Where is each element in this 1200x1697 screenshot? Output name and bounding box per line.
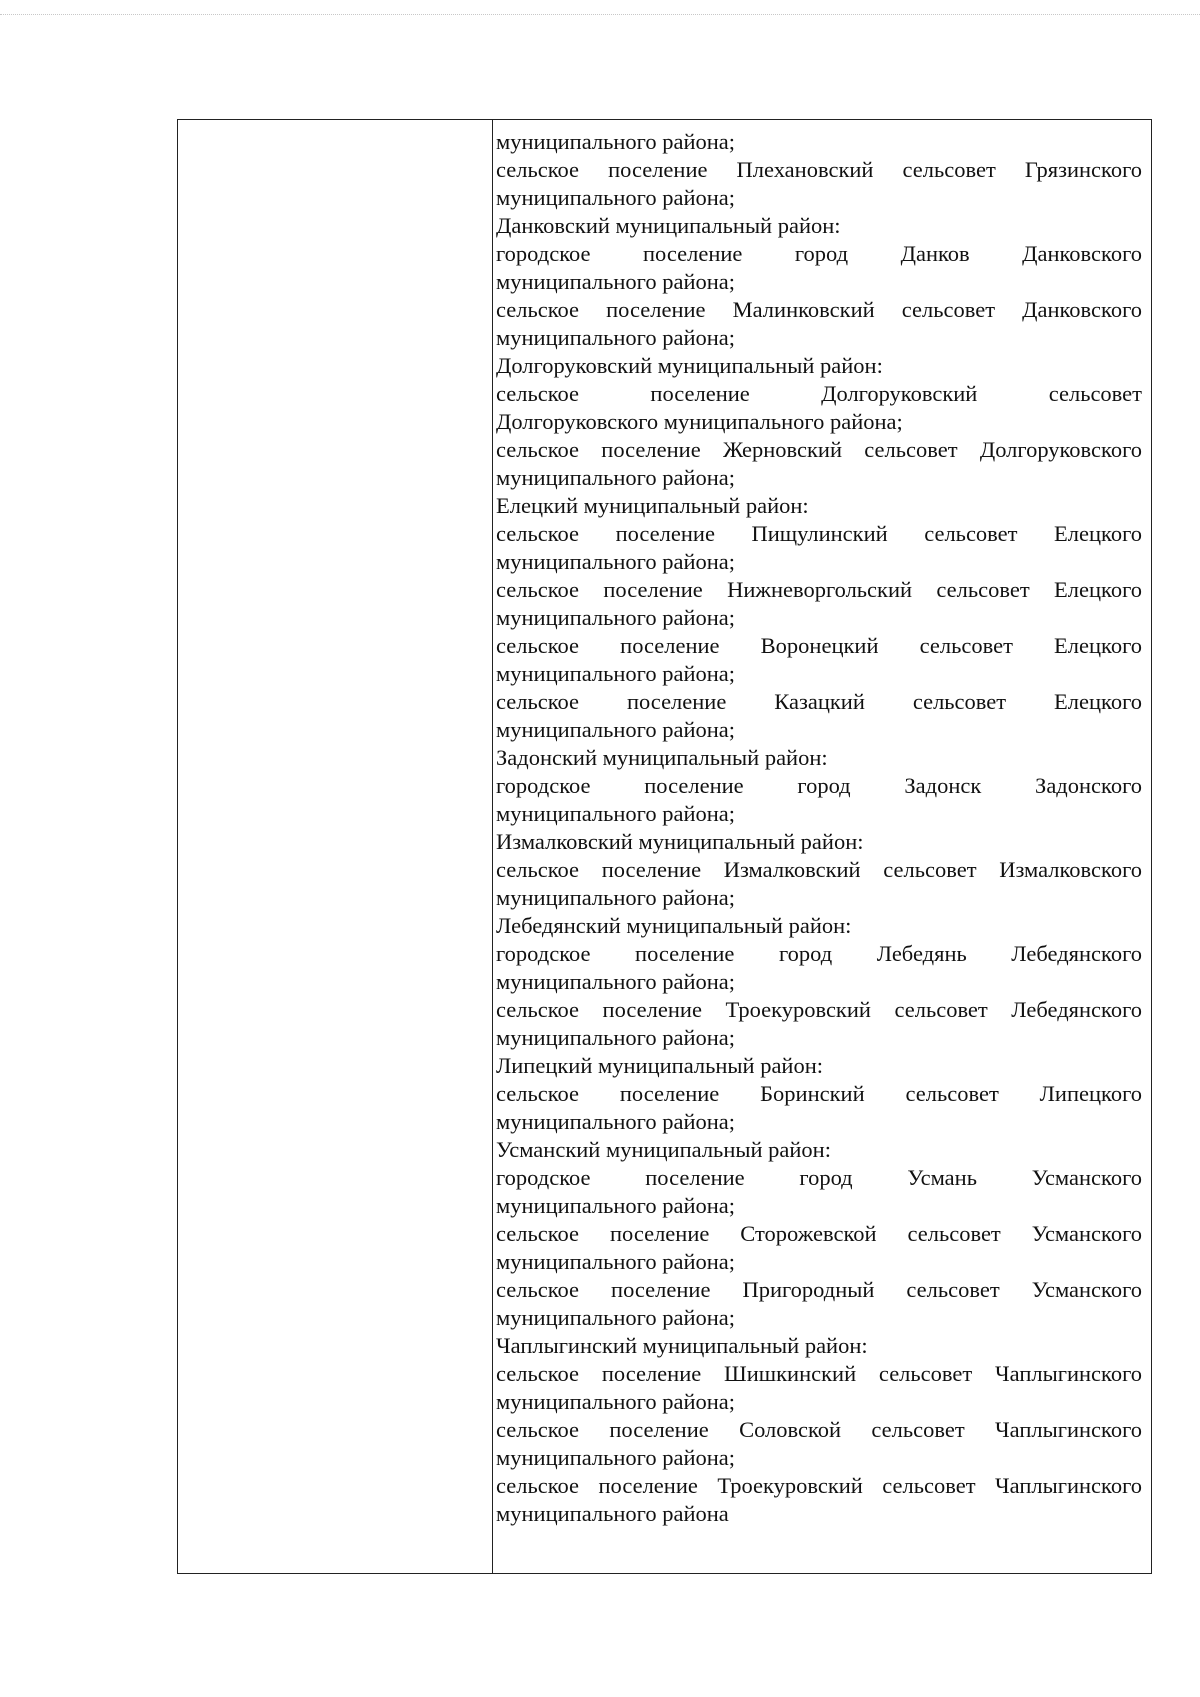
text-line: муниципального района; [496, 801, 736, 826]
text-line: сельское поселение Сторожевской сельсовет Усманского [496, 1221, 1142, 1246]
text-line: Чаплыгинский муниципальный район: [496, 1333, 868, 1358]
document-table [177, 119, 1152, 1574]
text-line: муниципального района; [496, 1025, 736, 1050]
text-line: муниципального района; [496, 549, 736, 574]
text-line: муниципального района; [496, 605, 736, 630]
text-line: муниципального района; [496, 129, 736, 154]
text-line: сельское поселение Малинковский сельсовет Данковского [496, 297, 1142, 322]
text-line: сельское поселение Соловской сельсовет Чаплыгинского [496, 1417, 1142, 1442]
text-line: муниципального района; [496, 1249, 736, 1274]
text-line: городское поселение город Задонск Задонского [496, 773, 1142, 798]
text-line: муниципального района; [496, 1109, 736, 1134]
text-line: Лебедянский муниципальный район: [496, 913, 852, 938]
text-line: муниципального района; [496, 1389, 736, 1414]
table-right-column [496, 128, 1142, 1528]
text-line: сельское поселение Пищулинский сельсовет Елецкого [496, 521, 1142, 546]
text-line: муниципального района; [496, 717, 736, 742]
text-line: муниципального района; [496, 885, 736, 910]
text-line: муниципального района; [496, 269, 736, 294]
text-line: Липецкий муниципальный район: [496, 1053, 824, 1078]
text-line: городское поселение город Усмань Усманского [496, 1165, 1142, 1190]
text-line: Усманский муниципальный район: [496, 1137, 831, 1162]
text-line: сельское поселение Воронецкий сельсовет Елецкого [496, 633, 1142, 658]
text-line: муниципального района; [496, 465, 736, 490]
text-line: Измалковский муниципальный район: [496, 829, 864, 854]
text-line: сельское поселение Измалковский сельсовет Измалковского [496, 857, 1142, 882]
text-line: сельское поселение Пригородный сельсовет Усманского [496, 1277, 1142, 1302]
text-line: муниципального района; [496, 969, 736, 994]
text-line: Елецкий муниципальный район: [496, 493, 809, 518]
text-line: муниципального района; [496, 661, 736, 686]
text-line: Долгоруковского муниципального района; [496, 409, 903, 434]
text-line: сельское поселение Боринский сельсовет Липецкого [496, 1081, 1142, 1106]
scan-edge-line [0, 14, 1200, 15]
table-column-divider [492, 120, 493, 1573]
text-line: муниципального района; [496, 1193, 736, 1218]
text-line: муниципального района; [496, 1305, 736, 1330]
text-line: сельское поселение Казацкий сельсовет Елецкого [496, 689, 1142, 714]
text-line: Данковский муниципальный район: [496, 213, 841, 238]
text-line: сельское поселение Троекуровский сельсовет Лебедянского [496, 997, 1142, 1022]
text-line: сельское поселение Долгоруковский сельсовет [496, 381, 1142, 406]
text-line: городское поселение город Данков Данковского [496, 241, 1142, 266]
text-line: сельское поселение Нижневоргольский сельсовет Елецкого [496, 577, 1142, 602]
text-line: муниципального района [496, 1501, 729, 1526]
text-line: Задонский муниципальный район: [496, 745, 828, 770]
text-line: муниципального района; [496, 1445, 736, 1470]
text-line: городское поселение город Лебедянь Лебедянского [496, 941, 1142, 966]
table-left-column-empty [178, 120, 492, 1573]
text-line: сельское поселение Троекуровский сельсовет Чаплыгинского [496, 1473, 1142, 1498]
text-line: сельское поселение Жерновский сельсовет Долгоруковского [496, 437, 1142, 462]
text-line: сельское поселение Шишкинский сельсовет Чаплыгинского [496, 1361, 1142, 1386]
text-line: муниципального района; [496, 325, 736, 350]
text-line: сельское поселение Плехановский сельсовет Грязинского [496, 157, 1142, 182]
text-line: муниципального района; [496, 185, 736, 210]
text-line: Долгоруковский муниципальный район: [496, 353, 883, 378]
